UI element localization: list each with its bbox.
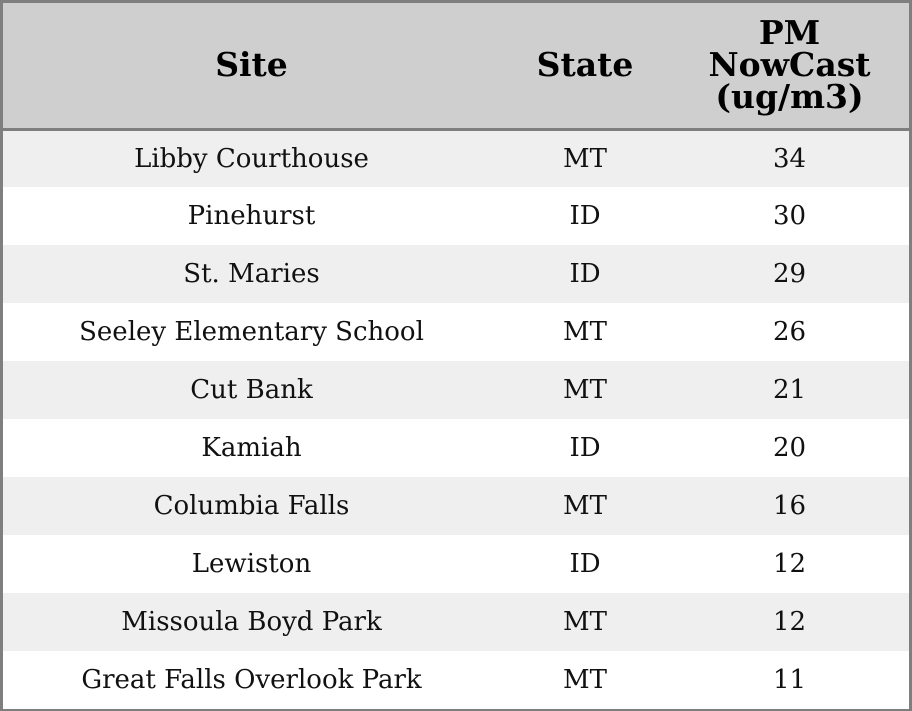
table-row (3, 535, 909, 593)
site-cell: Lewiston (191, 549, 312, 579)
pm-value-cell: 16 (772, 491, 807, 521)
site-cell: Great Falls Overlook Park (81, 665, 422, 695)
site-cell: Columbia Falls (153, 491, 350, 521)
state-cell: ID (569, 433, 601, 463)
pm-value-cell: 29 (772, 259, 807, 289)
site-cell: Cut Bank (190, 375, 313, 405)
table-row (3, 419, 909, 477)
column-header-site: Site (3, 3, 500, 129)
state-cell: ID (569, 259, 601, 289)
table-row (3, 361, 909, 419)
pm-value-cell: 11 (772, 665, 807, 695)
state-cell: ID (569, 549, 601, 579)
state-cell: MT (563, 317, 607, 347)
pm-value-cell: 21 (772, 375, 807, 405)
pm-value-cell: 34 (772, 143, 807, 174)
state-cell: MT (563, 375, 607, 405)
table-row (3, 651, 909, 709)
state-cell: ID (569, 201, 601, 231)
site-cell: Seeley Elementary School (79, 317, 424, 347)
column-header-pm-line-3: (ug/m3) (715, 77, 864, 117)
column-header-state: State (500, 3, 670, 129)
table-header (3, 3, 909, 129)
pm-value-cell: 20 (772, 433, 807, 463)
pm-value-cell: 12 (772, 549, 807, 579)
table-row (3, 187, 909, 245)
site-cell: Missoula Boyd Park (121, 607, 382, 637)
column-header-pm-line-2: NowCast (708, 45, 871, 85)
header-row (3, 3, 909, 129)
column-header-pm-nowcast (670, 3, 909, 129)
pm-value-cell: 26 (772, 317, 807, 347)
site-cell: Kamiah (201, 433, 302, 463)
table-row (3, 245, 909, 303)
site-cell: Pinehurst (187, 201, 316, 231)
pm-nowcast-table (3, 3, 909, 709)
column-header-pm-line-1: PM (758, 13, 821, 53)
state-cell: MT (563, 491, 607, 521)
table-row (3, 303, 909, 361)
state-cell: MT (563, 607, 607, 637)
pm-value-cell: 30 (772, 201, 807, 231)
table-body (3, 129, 909, 709)
site-cell: St. Maries (183, 259, 320, 289)
state-cell: MT (563, 143, 607, 174)
pm-value-cell: 12 (772, 607, 807, 637)
site-cell: Libby Courthouse (134, 143, 369, 174)
state-cell: MT (563, 665, 607, 695)
table-row (3, 593, 909, 651)
table-row (3, 477, 909, 535)
table-row (3, 129, 909, 187)
